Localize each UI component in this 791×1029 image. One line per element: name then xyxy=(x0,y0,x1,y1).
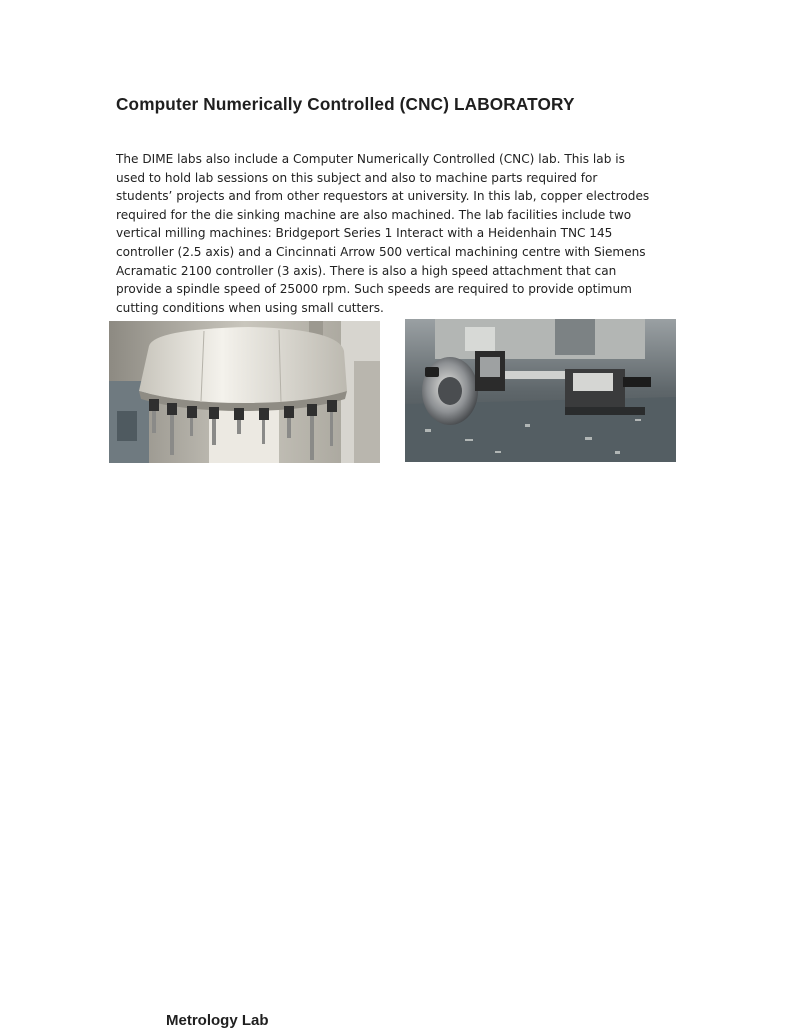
rotary-table-image xyxy=(405,319,676,462)
cnc-lab-description: The DIME labs also include a Computer Numerically Controlled (CNC) lab. This lab is used to hold lab sessions on this subject and also to machine parts required for students’ projects and from other requestors at university. In this lab, copper electrodes required for the die sinking machine are also machined. The lab facilities include two vertical milling machines: Bridgeport Series 1 Interact with a Heidenhain TNC 145 controller (2.5 axis) and a Cincinnati Arrow 500 vertical machining centre with Siemens Acramatic 2100 controller (3 axis). There is also a high speed attachment that can provide a spindle speed of 25000 rpm. Such speeds are required to provide optimum cutting conditions when using small cutters. xyxy=(116,152,650,315)
rotary-table-photo xyxy=(405,319,676,462)
tool-changer-photo xyxy=(109,321,380,463)
next-section-heading: Metrology Lab xyxy=(166,1012,269,1029)
tool-changer-image xyxy=(109,321,380,463)
page-title: Computer Numerically Controlled (CNC) LABORATORY xyxy=(116,94,575,114)
